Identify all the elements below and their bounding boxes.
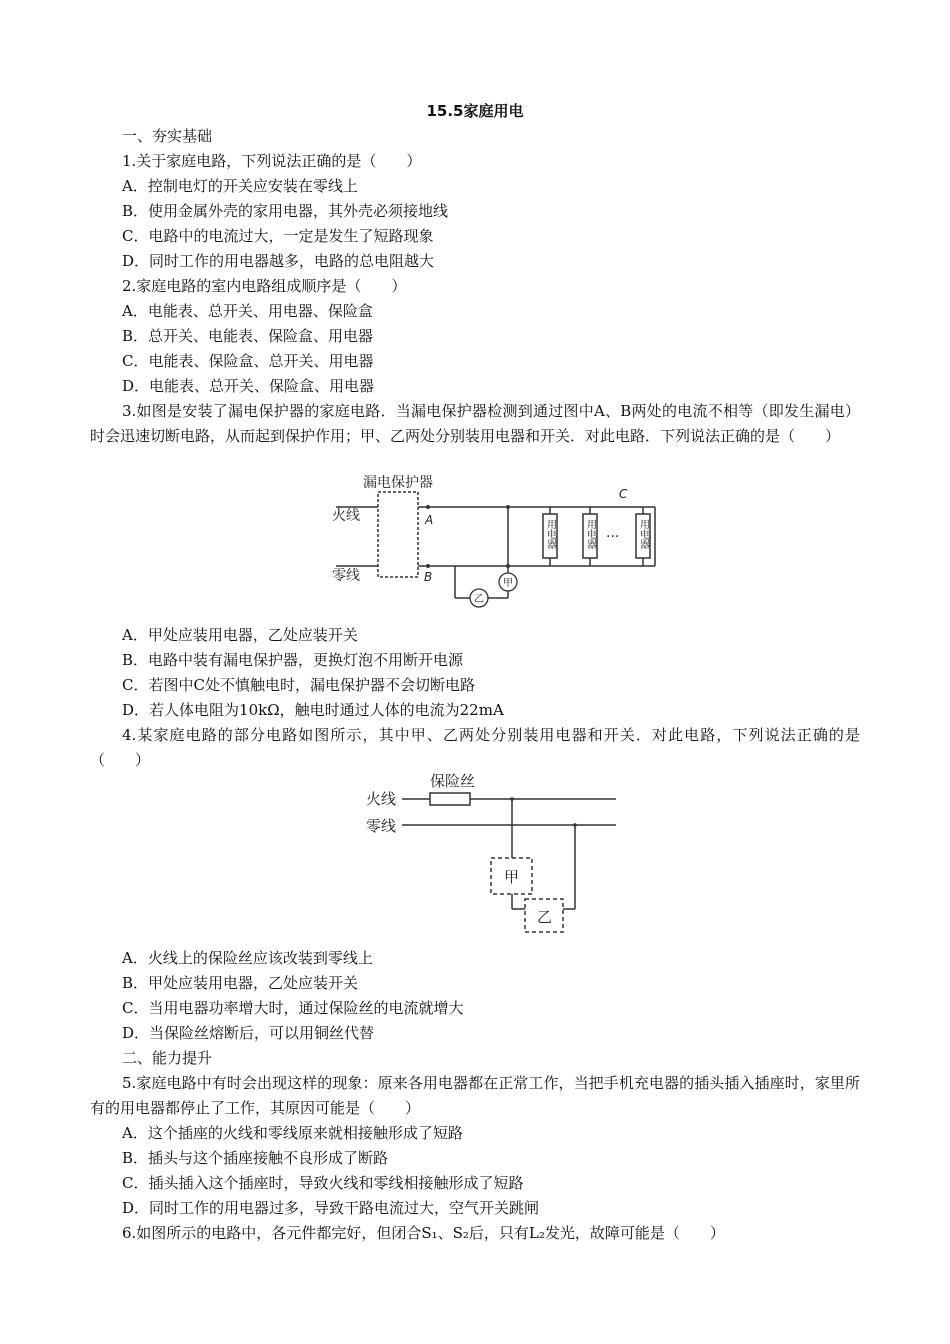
question-3-option-c: C．若图中C处不慎触电时，漏电保护器不会切断电路 (122, 676, 475, 694)
fuse-label: 保险丝 (430, 772, 476, 790)
question-4-stem: 4.某家庭电路的部分电路如图所示，其中甲、乙两处分别装用电器和开关．对此电路，下列说法正确的是（ ） (90, 726, 860, 769)
question-5-option-d: D．同时工作的用电器过多，导致干路电流过大，空气开关跳闸 (122, 1199, 540, 1217)
fuse-circuit-diagram (360, 768, 620, 938)
question-3-option-a: A．甲处应装用电器，乙处应装开关 (122, 626, 358, 644)
protector-label: 漏电保护器 (363, 475, 433, 491)
question-4-option-d: D．当保险丝熔断后，可以用铜丝代替 (122, 1024, 375, 1042)
point-b-label: B (424, 570, 433, 584)
yi-label-2: 乙 (537, 908, 553, 926)
question-5-option-b: B．插头与这个插座接触不良形成了断路 (122, 1149, 389, 1167)
question-2-stem: 2.家庭电路的室内电路组成顺序是（ ） (122, 277, 407, 295)
neutral-wire-label: 零线 (332, 568, 360, 584)
question-4-option-b: B．甲处应装用电器，乙处应装开关 (122, 974, 359, 992)
question-4-option-c: C．当用电器功率增大时，通过保险丝的电流就增大 (122, 999, 464, 1017)
point-a-label: A (425, 513, 434, 527)
neutral-wire-label-2: 零线 (366, 817, 397, 835)
appliance-3-label: 用电器 (637, 519, 649, 549)
appliance-2-label: 用电器 (584, 519, 596, 549)
question-6-stem: 6.如图所示的电路中，各元件都完好，但闭合S₁、S₂后，只有L₂发光，故障可能是（ ） (122, 1224, 725, 1242)
appliance-1-label: 用电器 (544, 519, 556, 549)
question-4-option-a: A．火线上的保险丝应该改装到零线上 (122, 949, 373, 967)
question-1-option-b: B．使用金属外壳的家用电器，其外壳必须接地线 (122, 202, 449, 220)
question-1-stem: 1.关于家庭电路，下列说法正确的是（ ） (122, 152, 422, 170)
leakage-protector-circuit-diagram (330, 472, 670, 612)
section-heading-basic: 一、夯实基础 (122, 127, 213, 145)
question-1-option-d: D．同时工作的用电器越多，电路的总电阻越大 (122, 252, 435, 270)
question-2-option-a: A．电能表、总开关、用电器、保险盒 (122, 302, 373, 320)
live-wire-label: 火线 (332, 508, 360, 524)
jia-label-2: 甲 (504, 868, 520, 886)
ellipsis-label: ··· (606, 529, 620, 545)
live-wire-label-2: 火线 (366, 790, 397, 808)
yi-label: 乙 (474, 594, 484, 605)
question-2-option-c: C．电能表、保险盒、总开关、用电器 (122, 352, 374, 370)
question-5-option-c: C．插头插入这个插座时，导致火线和零线相接触形成了短路 (122, 1174, 524, 1192)
section-heading-advanced: 二、能力提升 (122, 1049, 213, 1067)
question-3-stem: 3.如图是安装了漏电保护器的家庭电路．当漏电保护器检测到通过图中A、B两处的电流不相等（即发生漏电）时会迅速切断电路，从而起到保护作用；甲、乙两处分别装用电器和开关．对此电路．下列说法正确的是（ ） (90, 402, 860, 445)
question-1-option-c: C．电路中的电流过大，一定是发生了短路现象 (122, 227, 434, 245)
point-c-label: C (619, 487, 628, 501)
page-title: 15.5家庭用电 (426, 102, 524, 120)
question-5-stem: 5.家庭电路中有时会出现这样的现象：原来各用电器都在正常工作，当把手机充电器的插头插入插座时，家里所有的用电器都停止了工作，其原因可能是（ ） (90, 1074, 860, 1117)
question-2-option-b: B．总开关、电能表、保险盒、用电器 (122, 327, 374, 345)
question-3-option-b: B．电路中装有漏电保护器，更换灯泡不用断开电源 (122, 651, 464, 669)
jia-label: 甲 (503, 578, 513, 589)
question-1-option-a: A．控制电灯的开关应安装在零线上 (122, 177, 358, 195)
question-2-option-d: D．电能表、总开关、保险盒、用电器 (122, 377, 375, 395)
question-5-option-a: A．这个插座的火线和零线原来就相接触形成了短路 (122, 1124, 463, 1142)
question-3-option-d: D．若人体电阻为10kΩ，触电时通过人体的电流为22mA (122, 701, 504, 719)
